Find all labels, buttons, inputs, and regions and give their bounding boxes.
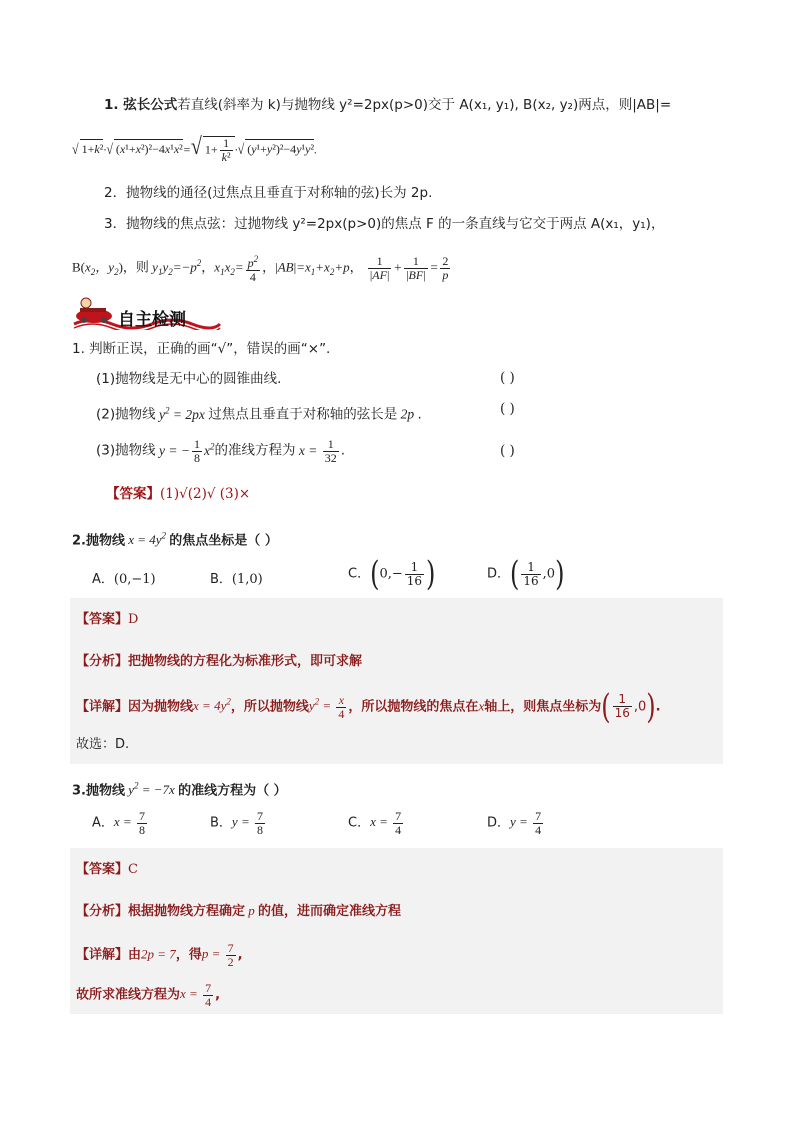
q3-option-c[interactable]: C．x = $\frac{7}{4}$	[348, 809, 402, 837]
q1-item-2-eq: $y^2 = 2px$	[155, 405, 209, 422]
q2-option-d[interactable]: D．( $\frac{1}{16}$ ,0)	[487, 554, 565, 594]
q2-analysis	[76, 653, 362, 671]
chord-formula-line-2: √ 1+k²·√ (x¹+x²)²−4x¹x²=√ 1+ $\frac{1}{\text{k²}}$ ·√ (y¹+y²)²−4y¹y².	[72, 134, 318, 164]
q3-analysis: 【分析】根据抛物线方程确定 p 的值，进而确定准线方程	[76, 903, 402, 919]
q2-option-b[interactable]: B．(1,0)	[210, 572, 263, 587]
q2-analysis-label: 【分析】	[76, 654, 129, 669]
q1-item-3-bracket[interactable]: ( )	[500, 443, 515, 459]
q3-conclusion: 故所求准线方程为x = $\frac{7}{4}$ ,	[76, 981, 221, 1009]
q1-item-1-bracket[interactable]: ( )	[500, 370, 515, 386]
q2-analysis-text: 把抛物线的方程化为标准形式，即可求解	[128, 654, 363, 669]
latus-rectum-line: 2．抛物线的通径(过焦点且垂直于对称轴的弦)长为 2p.	[104, 185, 433, 201]
q1-item-2-post: 过焦点且垂直于对称轴的弦长是	[208, 406, 398, 423]
mascot-icon	[76, 298, 112, 323]
q3-detail: 【详解】由2p = 7，得p = $\frac{7}{2}$ ,	[76, 941, 243, 969]
q1-item-2: (2)抛物线 $y^2 = 2px$ 过焦点且垂直于对称轴的弦长是 2p .	[96, 405, 422, 423]
q2-stem-post: 的焦点坐标是（ ）	[169, 533, 278, 549]
q3-option-b[interactable]: B．y = $\frac{7}{8}$	[210, 809, 263, 837]
q3-stem: 3.抛物线 $y^2 = -7x$ 的准线方程为（ ）	[72, 781, 287, 799]
q2-detail-label: 【详解】	[76, 699, 129, 715]
q3-analysis-label: 【分析】	[76, 904, 129, 919]
q1-item-1: (1)抛物线是无中心的圆锥曲线.	[96, 371, 282, 387]
q3-stem-pre: 3.抛物线	[72, 783, 125, 799]
q2-answer-label: 【答案】	[76, 612, 129, 627]
q1-answer-text: (1)√(2)√ (3)×	[160, 486, 251, 502]
q2-stem: 2.抛物线 $x = 4y^2$ 的焦点坐标是（ ）	[72, 531, 278, 549]
q3-answer-text: C	[128, 862, 138, 877]
section-title: 自主检测	[118, 310, 186, 330]
q1-answer-label: 【答案】	[106, 486, 160, 502]
q1-stem: 1. 判断正误，正确的画“√”，错误的画“×”.	[72, 341, 331, 357]
focal-chord-formulas: $B(x_2$，$y_2$)，则 $y_1y_2=-p^2$，$x_1x_2=$ $\frac{p^2}{4}$ ，$|AB|=x_1+x_2+p$， $\frac{1}{|AF|}$ + $\frac{1}{|BF|}$ = $\frac{2}{p}$	[72, 254, 449, 284]
q2-stem-pre: 2.抛物线	[72, 533, 125, 549]
q2-answer	[76, 611, 138, 629]
q3-option-a[interactable]: A．x = $\frac{7}{8}$	[92, 809, 145, 837]
q1-item-3: (3)抛物线 y = − $\frac{1}{8}$ $x^2$的准线方程为 x = $\frac{1}{32}$ .	[96, 436, 345, 465]
q1-item-3-pre: (3)抛物线	[96, 442, 156, 459]
q3-answer-label: 【答案】	[76, 862, 129, 877]
q2-conclusion: 故选：D.	[76, 737, 130, 752]
q2-option-c[interactable]: C．(0,− $\frac{1}{16}$ )	[348, 554, 436, 594]
focal-chord-line: 3．抛物线的焦点弦：过抛物线 y²=2px(p>0)的焦点 F 的一条直线与它交于两点 A(x₁，y₁)，	[104, 216, 665, 232]
chord-formula-text: 若直线(斜率为 k)与抛物线 y²=2px(p>0)交于 A(x₁, y₁), B(x₂, y₂)两点，则|AB|=	[177, 97, 672, 113]
q1-item-2-bracket[interactable]: ( )	[500, 401, 515, 417]
q3-answer	[76, 861, 138, 879]
q2-detail: 【详解】因为抛物线$x = 4y^2$，所以抛物线$y^2$ = $\frac{x}{4}$ ，所以抛物线的焦点在x轴上，则焦点坐标为( $\frac{1}{16}$ ,0).	[76, 687, 661, 727]
chord-formula-title: 1. 弦长公式	[104, 97, 178, 113]
q1-item-3-eq: y = − $\frac{1}{8}$ $x^2$	[155, 436, 215, 465]
q1-answer	[106, 485, 250, 503]
q1-item-3-mid: 的准线方程为	[214, 442, 296, 459]
q3-option-d[interactable]: D．y = $\frac{7}{4}$	[487, 809, 542, 837]
chord-formula-line-1	[104, 96, 671, 114]
q1-item-2-pre: (2)抛物线	[96, 406, 156, 423]
q2-solution-box	[70, 598, 723, 764]
q2-answer-text: D	[128, 612, 139, 627]
q3-detail-label: 【详解】	[76, 947, 129, 963]
q2-option-a[interactable]: A．(0,−1)	[92, 572, 156, 587]
q3-stem-post: 的准线方程为（ ）	[178, 783, 287, 799]
